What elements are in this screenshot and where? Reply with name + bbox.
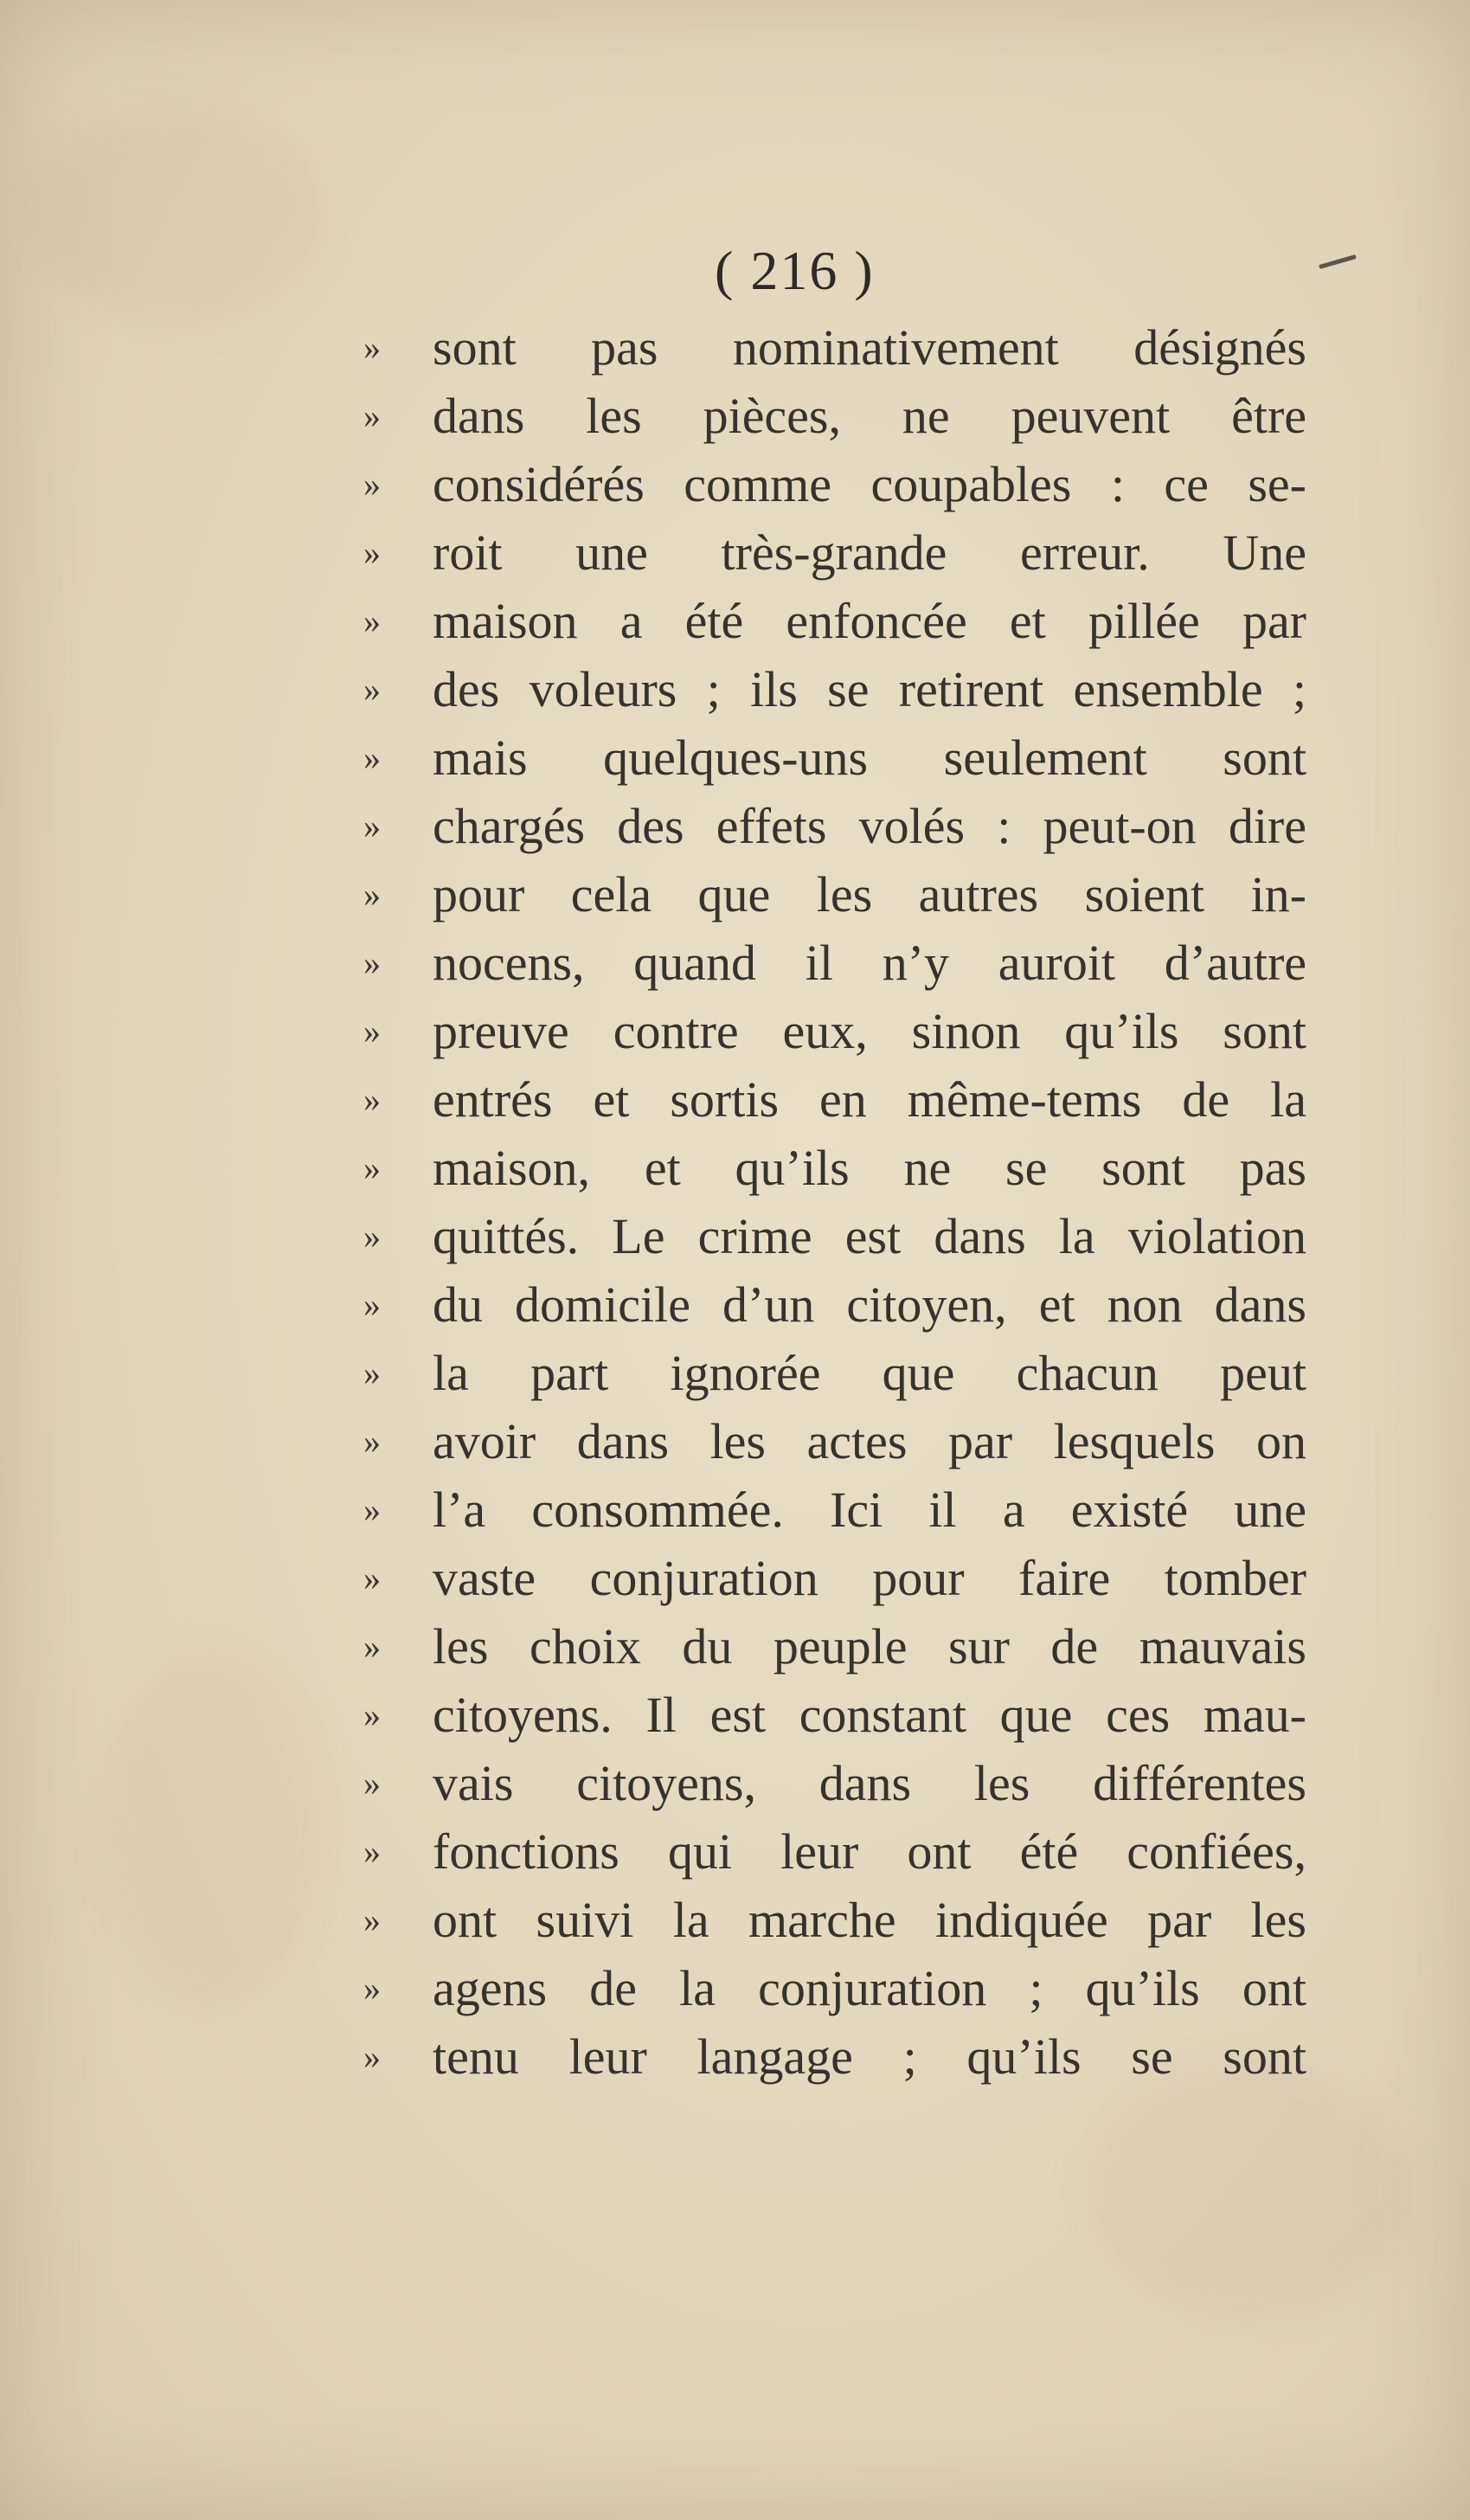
margin-dash-mark [1319,254,1357,269]
text-line [363,1407,1306,1475]
text-line [363,1817,1306,1886]
line-text: l’a consommée. Ici il a existé une [433,1482,1306,1538]
text-line [363,1202,1306,1270]
paper-stain [104,1644,329,2008]
quote-mark: » [363,1695,381,1734]
text-line [363,1954,1306,2022]
line-text: pour cela que les autres soient in- [433,866,1306,922]
quote-mark: » [363,670,381,709]
line-text: chargés des effets volés : peut-on dire [433,798,1306,854]
quote-mark: » [363,943,381,982]
line-text: preuve contre eux, sinon qu’ils sont [433,1003,1306,1059]
line-text: agens de la conjuration ; qu’ils ont [433,1960,1306,2016]
text-line [363,997,1306,1065]
quote-mark: » [363,1080,381,1119]
text-line [363,929,1306,997]
quote-mark: » [363,1285,381,1324]
line-text: roit une très-grande erreur. Une [433,524,1306,581]
text-line [363,860,1306,929]
line-text: des voleurs ; ils se retirent ensemble ; [433,661,1306,717]
line-text: sont pas nominativement désignés [433,319,1306,376]
text-line [363,2022,1306,2091]
text-line [363,382,1306,450]
quote-mark: » [363,533,381,572]
quote-mark: » [363,1217,381,1256]
quote-mark: » [363,1490,381,1529]
quote-mark: » [363,1832,381,1871]
text-line [363,1270,1306,1339]
quote-mark: » [363,2037,381,2076]
text-line [363,1749,1306,1817]
text-line [363,1134,1306,1202]
text-line [363,1681,1306,1749]
quote-mark: » [363,807,381,845]
line-text: nocens, quand il n’y auroit d’autre [433,935,1306,991]
quote-mark: » [363,396,381,435]
quote-mark: » [363,601,381,640]
line-text: avoir dans les actes par lesquels on [433,1413,1306,1469]
line-text: tenu leur langage ; qu’ils se sont [433,2028,1306,2085]
quote-mark: » [363,1764,381,1803]
quote-mark: » [363,875,381,914]
quote-mark: » [363,1353,381,1392]
quote-mark: » [363,328,381,367]
text-line [363,723,1306,792]
quote-mark: » [363,1148,381,1187]
line-text: du domicile d’un citoyen, et non dans [433,1276,1306,1333]
paper-stain [35,104,329,329]
line-text: quittés. Le crime est dans la violation [433,1208,1306,1264]
quote-mark: » [363,738,381,777]
line-text: maison a été enfoncée et pillée par [433,593,1306,649]
line-text: vais citoyens, dans les différentes [433,1755,1306,1811]
text-line [363,792,1306,860]
line-text: les choix du peuple sur de mauvais [433,1618,1306,1675]
text-line [363,1065,1306,1134]
line-text: maison, et qu’ils ne se sont pas [433,1140,1306,1196]
line-text: citoyens. Il est constant que ces mau- [433,1687,1306,1743]
quote-mark: » [363,1900,381,1939]
text-line [363,1886,1306,1954]
text-line [363,1544,1306,1612]
text-line [363,450,1306,518]
page-number: ( 216 ) [715,240,875,301]
line-text: mais quelques-uns seulement sont [433,730,1306,786]
line-text: fonctions qui leur ont été confiées, [433,1823,1306,1880]
line-text: vaste conjuration pour faire tomber [433,1550,1306,1606]
quote-mark: » [363,1422,381,1461]
text-line [363,1475,1306,1544]
line-text: considérés comme coupables : ce se- [433,456,1306,512]
quote-mark: » [363,1969,381,2008]
line-text: ont suivi la marche indiquée par les [433,1892,1306,1948]
text-line [363,1339,1306,1407]
paper-stain [1082,2060,1410,2319]
line-text: entrés et sortis en même-tems de la [433,1071,1306,1128]
quote-mark: » [363,1012,381,1051]
text-line [363,313,1306,382]
line-text: la part ignorée que chacun peut [433,1345,1306,1401]
text-line [363,587,1306,655]
line-text: dans les pièces, ne peuvent être [433,388,1306,444]
text-line [363,1612,1306,1681]
text-line [363,655,1306,723]
quote-mark: » [363,465,381,504]
body-text [363,313,1306,2091]
quote-mark: » [363,1627,381,1666]
quote-mark: » [363,1559,381,1598]
text-line [363,518,1306,587]
